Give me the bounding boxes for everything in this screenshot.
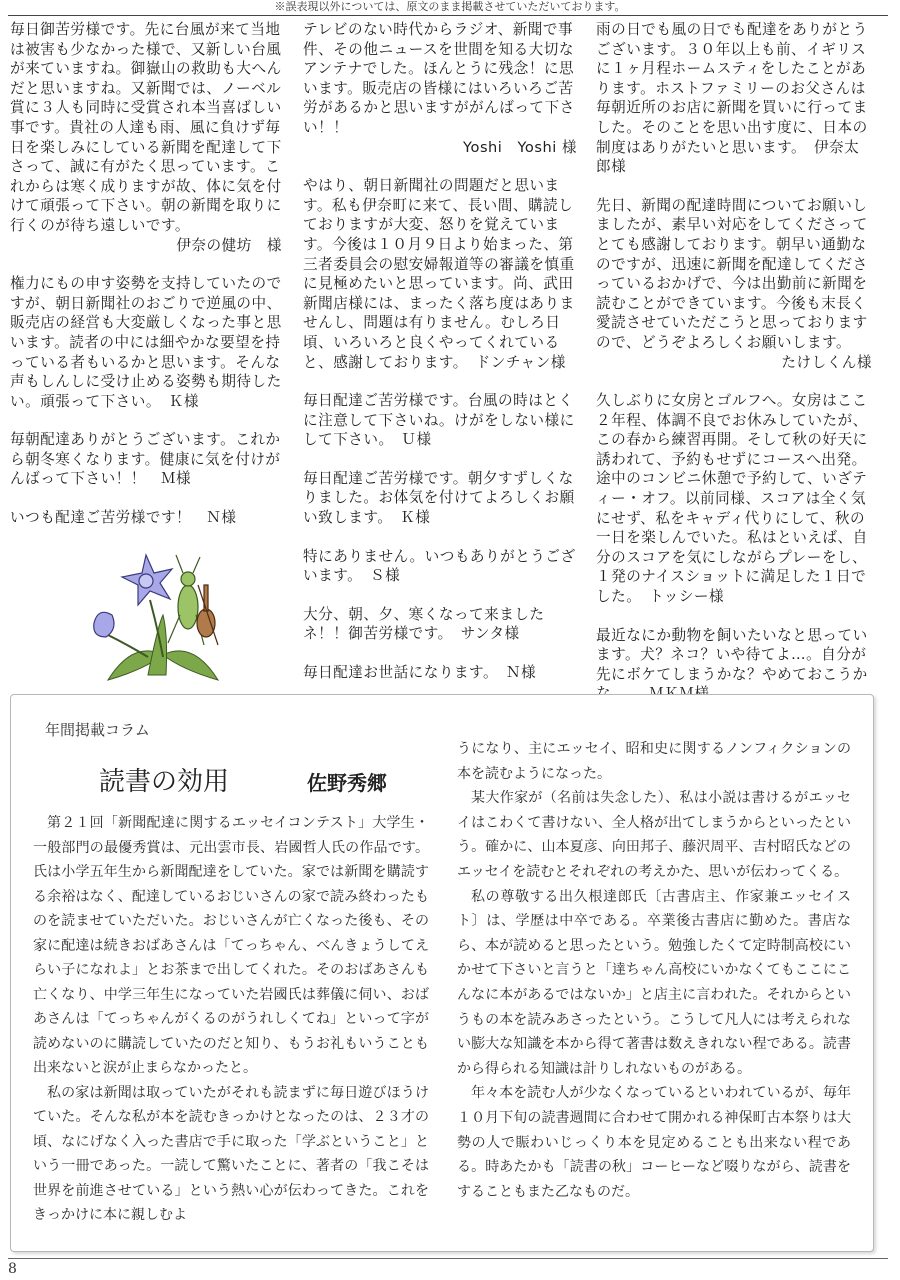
- reader-letter: 毎日配達ご苦労様です。台風の時はとくに注意して下さいね。けがをしない様にして下さい。 Ｕ様: [303, 392, 575, 449]
- letter-signature: 伊奈の健坊 様: [176, 236, 282, 254]
- reader-letter: [596, 196, 872, 372]
- bud-icon: [94, 612, 114, 637]
- essay-paragraph: 年々本を読む人が少なくなっているといわれているが、毎年１０月下旬の読書週間に合わせて開かれる神保町古本祭りは大勢の人で賑わいじっくり本を見定めることも出来ない程である。時あたかも「読書の秋」コーヒーなど啜りながら、読書をすることもまた乙なものだ。: [457, 1085, 851, 1200]
- header-rule: [8, 15, 888, 16]
- essay-author: 佐野秀郷: [307, 771, 387, 795]
- reader-letter: 大分、朝、夕、寒くなって来ましたネ！！御苦労様です。 サンタ様: [303, 605, 545, 643]
- reader-letter: [10, 20, 282, 255]
- reader-letter: やはり、朝日新聞社の問題だと思います。私も伊奈町に来て、長い間、購読しておりますが大変、怒りを覚えています。今後は１０月９日より始まった、第三者委員会の慰安婦報道等の審議を慎重に見極めたいと思っています。尚、武田新聞店様には、まったく落ち度はありませんし、問題は有りません。むしろ日頃、いろいろと良くやってくれていると、感謝しております。 ドンチャン様: [303, 177, 575, 371]
- letter-text: テレビのない時代からラジオ、新聞で事件、その他ニュースを世間を知る大切なアンテナでした。ほんとうに残念！に思います。販売店の皆様にはいろいろご苦労があるかと思いますががんばって下さい！！: [303, 21, 575, 136]
- letters-column-3: [596, 20, 872, 692]
- essay-paragraph: 私の家は新聞は取っていたがそれも読まずに毎日遊びほうけていた。そんな私が本を読むきっかけとなったのは、２３才の頃、なにげなく入った書店で手に取った「学ぶということ」という一冊であった。一読して驚いたことに、著者の「我こそは世界を前進させている」という熱い心が伝わってきた。これをきっかけに本に親しむよ: [33, 1084, 429, 1223]
- essay-title: 読書の効用: [99, 767, 230, 797]
- essay-right-column: [457, 737, 851, 1204]
- letter-text: 先日、新聞の配達時間についてお願いしましたが、素早い対応をしてくださってとても感謝しております。朝早い通勤なのですが、迅速に新聞を配達してくださっているおかげで、今は出勤前に新聞を読むことができています。今後も末長く愛読させていただこうと思っておりますので、どうぞよろしくお願いします。: [596, 196, 868, 351]
- flower-icon: [122, 555, 172, 605]
- letter-text: 毎日御苦労様です。先に台風が来て当地は被害も少なかった様で、又新しい台風が来ていますね。御嶽山の救助も大へんだと思いますね。又新聞では、ノーベル賞に３人も同時に受賞され本当喜ばしい事です。貴社の人達も雨、風に負けず毎日を楽しみにしている新聞を配達して下さって、誠に有がたく思っています。これからは寒く成りますが故、体に気を付けて頑張って下さい。朝の新聞を取りに行くのが待ち遠しいです。: [10, 21, 282, 234]
- reader-letter: 権力にもの申す姿勢を支持していたのですが、朝日新聞社のおごりで逆風の中、販売店の経営も大変厳しくなった事と思います。読者の中には細やかな要望を持っている者もいるかと思います。そんな声もしんしに受け止める姿勢も期待したい。頑張って下さい。 Ｋ様: [10, 275, 282, 410]
- stem-icon: [108, 635, 148, 657]
- flower-grasshopper-illustration: [88, 545, 238, 685]
- letter-signature: Yoshi Yoshi 様: [463, 138, 577, 156]
- footer-rule: [8, 1258, 888, 1259]
- reader-letter: 毎日配達ご苦労様です。朝夕すずしくなりました。お体気を付けてよろしくお願い致します。 Ｋ様: [303, 469, 575, 527]
- essay-paragraph: うになり、主にエッセイ、昭和史に関するノンフィクションの本を読むようになった。: [457, 741, 851, 782]
- reader-letter: [303, 20, 577, 157]
- essay-paragraph: 某大作家が（名前は失念した）、私は小説は書けるがエッセイはこわくて書けない、全人格が出てしまうからといったという。確かに、山本夏彦、向田邦子、藤沢周平、吉村昭氏などのエッセイを読むとそれぞれの考えかた、思いが伝わってくる。: [457, 790, 851, 880]
- series-label: 年間掲載コラム: [45, 721, 150, 739]
- reader-letter: 最近なにか動物を飼いたいなと思っています。犬？ネコ？いや待てよ…。自分が先にボケてしまうかな？やめておこうか: [596, 626, 868, 683]
- reader-letter: 毎日配達お世話になります。 Ｎ様: [303, 664, 537, 682]
- essay-paragraph: 第２１回「新聞配達に関するエッセイコンテスト」大学生・一般部門の最優秀賞は、元出雲市長、岩國哲人氏の作品です。氏は小学五年生から新聞配達をしていた。家では新聞を購読する余裕はなく、配達しているおじいさんの家で読み終わったものを読ませていただいた。おじいさんが亡くなった後も、その家に配達は続きおばあさんは「てっちゃん、べんきょうしてえらい子になれよ」とお茶まで出してくれた。そのおばあさんも亡くなり、中学三年生になっていた岩國氏は葬儀に伺い、おばあさんは「てっちゃんがくるのがうれしくてね」といって字が読めないのに購読していたのだと知り、もうお礼もいうことも出来ないと涙が止まらなかったと。: [33, 815, 429, 1076]
- page-number: 8: [8, 1261, 17, 1277]
- reader-letter: 久しぶりに女房とゴルフへ。女房はここ２年程、体調不良でお休みしていたが、この春から練習再開。そして秋の好天に誘われて、予約もせずにコースへ出発。途中のコンビニ休憩で予約して、いざティー・オフ。以前同様、スコアは全く気にせず、私をキャディ代りにして、秋の一日を楽しんでいた。私はといえば、自分のスコアを気にしながらプレーをし、１発のナイスショットに満足した１日でした。 トッシー様: [596, 392, 868, 606]
- essay-paragraph: 私の尊敬する出久根達郎氏〔古書店主、作家兼エッセイスト〕は、学歴は中卒である。卒業後古書店に勤めた。書店なら、本が読めると思ったという。勉強したくて定時制高校にいかせて下さいと言うと「達ちゃん高校にいかなくてもここにこんなに本があるではないか」と店主に言われた。それからというもの本を読みあさったという。こうして凡人には考えられない膨大な知識を本から得て著書は数えきれない程である。読書から得られる知識は計りしれないものがある。: [457, 888, 851, 1077]
- letters-column-2: [303, 20, 577, 692]
- reader-letter: 雨の日でも風の日でも配達をありがとうございます。３０年以上も前、イギリスに１ヶ月程ホームスティをしたことがあります。ホストファミリーのお父さんは毎朝近所のお店に新聞を買いに行ってました。そのことを思い出す度に、日本の制度はありがたいと思います。 伊奈太郎様: [596, 21, 868, 176]
- reader-letter: いつも配達ご苦労様です！ Ｎ様: [10, 509, 237, 527]
- reader-letter: 毎朝配達ありがとうございます。これから朝冬寒くなります。健康に気を付けがんばって下さい！！ Ｍ様: [10, 431, 281, 488]
- letter-signature: たけしくん様: [781, 353, 872, 371]
- header-note: ※誤表現以外については、原文のまま掲載させていただいております。: [274, 0, 626, 13]
- essay-left-column: [33, 811, 429, 1228]
- violin-icon: [197, 585, 218, 645]
- annual-column-box: [10, 694, 874, 1252]
- reader-letter: 特にありません。いつもありがとうございます。 Ｓ様: [303, 547, 576, 585]
